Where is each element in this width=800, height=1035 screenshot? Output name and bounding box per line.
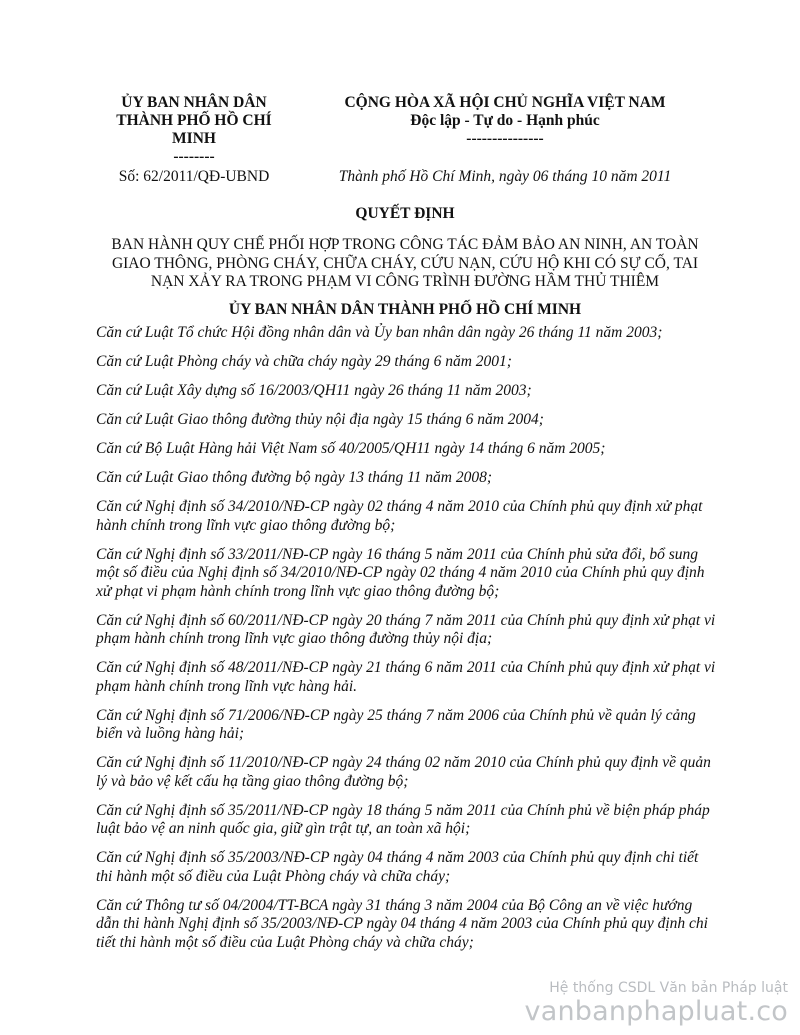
motto-divider: --------------- xyxy=(466,130,544,147)
legal-basis-item: Căn cứ Nghị định số 34/2010/NĐ-CP ngày 02 tháng 4 năm 2010 của Chính phủ quy định xử phạt hành chính trong lĩnh vực giao thông đường bộ; xyxy=(96,498,703,534)
legal-basis-item: Căn cứ Nghị định số 48/2011/NĐ-CP ngày 21 tháng 6 năm 2011 của Chính phủ quy định xử phạt vi phạm hành chính trong lĩnh vực hàng hải. xyxy=(96,659,716,695)
legal-basis-item: Căn cứ Nghị định số 35/2011/NĐ-CP ngày 18 tháng 5 năm 2011 của Chính phủ về biện pháp pháp luật bảo vệ an ninh quốc gia, giữ gìn trật tự, an toàn xã hội; xyxy=(96,801,710,837)
issuer-heading: ỦY BAN NHÂN DÂN THÀNH PHỐ HỒ CHÍ MINH xyxy=(228,301,582,318)
legal-basis-list xyxy=(96,324,716,963)
agency-name-line3: MINH xyxy=(172,130,216,147)
issue-date: Thành phố Hồ Chí Minh, ngày 06 tháng 10 năm 2011 xyxy=(338,168,672,185)
issuing-agency-block xyxy=(96,94,292,186)
agency-name-line1: ỦY BAN NHÂN DÂN xyxy=(121,94,267,111)
legal-basis-item: Căn cứ Bộ Luật Hàng hải Việt Nam số 40/2005/QH11 ngày 14 tháng 6 năm 2005; xyxy=(96,440,606,457)
legal-basis-item: Căn cứ Luật Xây dựng số 16/2003/QH11 ngày 26 tháng 11 năm 2003; xyxy=(96,382,532,399)
legal-basis-item: Căn cứ Luật Tổ chức Hội đồng nhân dân và Ủy ban nhân dân ngày 26 tháng 11 năm 2003; xyxy=(96,324,663,341)
legal-basis-item: Căn cứ Nghị định số 71/2006/NĐ-CP ngày 25 tháng 7 năm 2006 của Chính phủ về quản lý cảng biển và luồng hàng hải; xyxy=(96,706,696,742)
legal-basis-item: Căn cứ Luật Giao thông đường bộ ngày 13 tháng 11 năm 2008; xyxy=(96,469,493,486)
legal-basis-item: Căn cứ Luật Giao thông đường thủy nội địa ngày 15 tháng 6 năm 2004; xyxy=(96,411,544,428)
watermark-caption: Hệ thống CSDL Văn bản Pháp luật xyxy=(549,980,788,996)
national-motto: Độc lập - Tự do - Hạnh phúc xyxy=(410,112,600,129)
legal-basis-item: Căn cứ Thông tư số 04/2004/TT-BCA ngày 31 tháng 3 năm 2004 của Bộ Công an về việc hướng dẫn thi hành Nghị định số 35/2003/NĐ-CP ngày 04 tháng 4 năm 2003 của Chính phủ quy định chi tiết thi hành một số điều của Luật Phòng cháy và chữa cháy; xyxy=(96,896,708,951)
legal-basis-item: Căn cứ Nghị định số 35/2003/NĐ-CP ngày 04 tháng 4 năm 2003 của Chính phủ quy định chi tiết thi hành một số điều của Luật Phòng cháy và chữa cháy; xyxy=(96,849,699,885)
legal-basis-item: Căn cứ Nghị định số 60/2011/NĐ-CP ngày 20 tháng 7 năm 2011 của Chính phủ quy định xử phạt vi phạm hành chính trong lĩnh vực giao thông đường thủy nội địa; xyxy=(96,611,716,647)
watermark-domain: vanbanphapluat.co xyxy=(524,996,788,1027)
agency-divider: -------- xyxy=(173,148,215,165)
document-number: Số: 62/2011/QĐ-UBND xyxy=(118,168,270,185)
site-watermark xyxy=(525,980,788,1027)
national-title: CỘNG HÒA XÃ HỘI CHỦ NGHĨA VIỆT NAM xyxy=(344,94,666,111)
document-title: QUYẾT ĐỊNH xyxy=(355,205,455,222)
national-title-block xyxy=(318,94,692,186)
agency-name-line2: THÀNH PHỐ HỒ CHÍ xyxy=(116,112,272,129)
legal-basis-item: Căn cứ Nghị định số 11/2010/NĐ-CP ngày 24 tháng 02 năm 2010 của Chính phủ quy định về quản lý và bảo vệ kết cấu hạ tầng giao thông đường bộ; xyxy=(96,754,711,790)
legal-basis-item: Căn cứ Nghị định số 33/2011/NĐ-CP ngày 16 tháng 5 năm 2011 của Chính phủ sửa đổi, bổ sung một số điều của Nghị định số 34/2010/NĐ-CP ngày 02 tháng 4 năm 2010 của Chính phủ quy định xử phạt vi phạm hành chính trong lĩnh vực giao thông đường bộ; xyxy=(96,545,705,600)
document-subtitle: BAN HÀNH QUY CHẾ PHỐI HỢP TRONG CÔNG TÁC ĐẢM BẢO AN NINH, AN TOÀN GIAO THÔNG, PHÒNG CHÁY, CHỮA CHÁY, CỨU NẠN, CỨU HỘ KHI CÓ SỰ CỐ, TAI NẠN XẢY RA TRONG PHẠM VI CÔNG TRÌNH ĐƯỜNG HẦM THỦ THIÊM xyxy=(111,236,699,290)
legal-basis-item: Căn cứ Luật Phòng cháy và chữa cháy ngày 29 tháng 6 năm 2001; xyxy=(96,353,512,370)
